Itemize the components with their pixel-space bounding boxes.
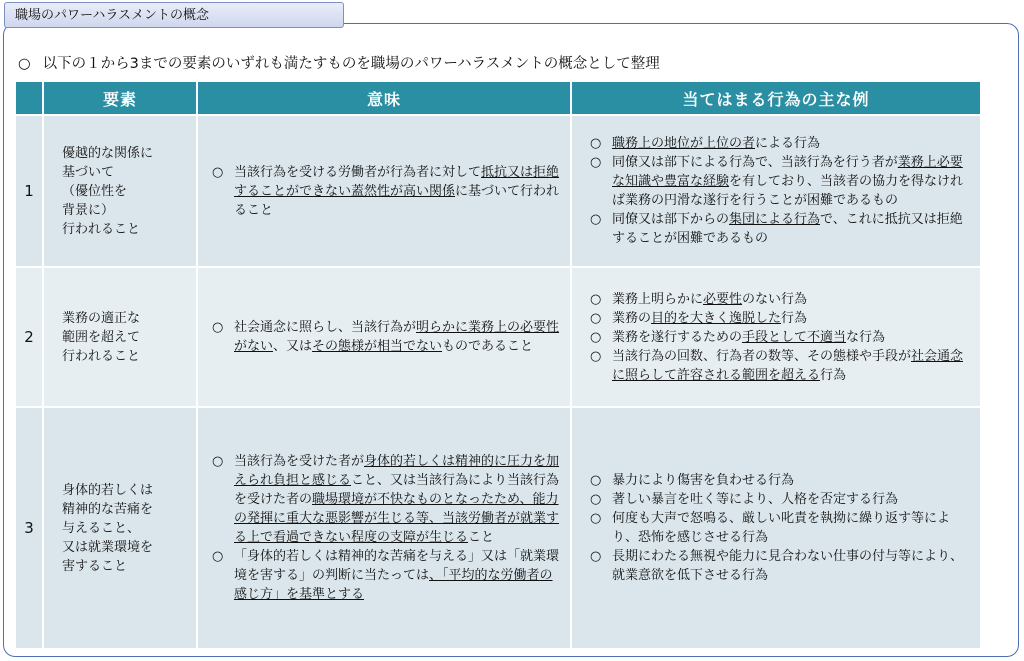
bullet-marker: ○: [590, 329, 602, 345]
examples-cell: [571, 115, 981, 267]
text-segment: 同僚又は部下による行為で、当該行為を行う者が: [612, 155, 898, 170]
text-segment: を有しており、当該者の協力を得なければ業務の円滑な遂行を行うことが困難であるもの: [612, 174, 964, 208]
bullet-marker: ○: [590, 492, 602, 507]
text-segment: 社会通念に照らし、当該行為が: [234, 320, 417, 335]
bullet-marker: ○: [590, 511, 602, 526]
element-line: 優越的な関係に: [62, 145, 154, 161]
underlined-phrase: 職務上の地位が上位の者: [612, 136, 756, 151]
page-title: 職場のパワーハラスメントの概念: [4, 2, 344, 28]
text-segment: 著しい暴言を吐く等により、人格を否定する行為: [612, 492, 899, 507]
header-element: 要素: [43, 81, 197, 115]
element-line: 範囲を超えて: [62, 329, 141, 345]
example-item-text: [612, 490, 972, 509]
example-item: [590, 309, 972, 328]
underlined-phrase: 手段として不適当: [742, 329, 847, 345]
header-examples: 当てはまる行為の主な例: [571, 81, 981, 115]
underlined-phrase: 職場環境が不快なものとなったため、能力の発揮に重大な悪影響が生じる等、当該労働者が就業する上で看過できない程度の支障が生じる: [234, 492, 560, 545]
table-header-row: [15, 81, 981, 115]
element-line: 業務の適正な: [62, 310, 141, 326]
text-segment: のない行為: [742, 291, 808, 307]
row-number: 3: [15, 407, 43, 649]
text-segment: 長期にわたる無視や能力に見合わない仕事の付与等により、就業意欲を低下させる行為: [612, 549, 964, 583]
element-line: 行われること: [62, 221, 141, 237]
bullet-marker: ○: [590, 212, 602, 227]
table-row: [15, 267, 981, 407]
text-segment: 、又は: [273, 339, 313, 354]
example-item-text: [612, 134, 972, 153]
element-line: （優位性を: [62, 183, 128, 199]
text-segment: による行為: [755, 136, 821, 151]
meaning-item: [212, 163, 560, 220]
underlined-phrase: 抵抗又は拒絶することができない蓋然性が高い関係: [234, 164, 560, 199]
element-line: 害すること: [62, 558, 128, 574]
table-row: [15, 115, 981, 267]
text-segment: 同僚又は部下からの: [612, 212, 730, 227]
bullet-marker: ○: [212, 164, 224, 180]
bullet-marker: ○: [212, 549, 224, 564]
lead-sentence: 以下の１から3までの要素のいずれも満たすものを職場のパワーハラスメントの概念として整理: [42, 56, 660, 72]
example-item: [590, 509, 972, 547]
meaning-cell: [197, 115, 571, 267]
element-line: 又は就業環境を: [62, 539, 154, 555]
example-item: [590, 490, 972, 509]
lead-text: [18, 52, 660, 73]
bullet-marker: ○: [590, 348, 602, 364]
bullet-marker: ○: [590, 549, 602, 564]
example-item-text: [612, 309, 972, 328]
meaning-item-text: [234, 547, 560, 604]
bullet-marker: ○: [590, 155, 602, 170]
element-cell: [43, 407, 197, 649]
element-line: 行われること: [62, 348, 141, 364]
text-segment: 当該行為の回数、行為者の数等、その態様や手段が: [612, 348, 912, 364]
meaning-item-text: [234, 163, 560, 220]
example-item: [590, 153, 972, 210]
element-line: 精神的な苦痛を: [62, 501, 154, 517]
example-item: [590, 547, 972, 585]
example-item-text: [612, 210, 972, 248]
element-line: 与えること、: [62, 520, 141, 536]
meaning-item: [212, 318, 560, 356]
text-segment: こと: [468, 530, 495, 545]
underlined-phrase: 業務上必要な知識や豊富な経験: [612, 155, 963, 189]
meaning-item: [212, 452, 560, 547]
meaning-cell: [197, 407, 571, 649]
example-item-text: [612, 290, 972, 309]
underlined-phrase: その態様が相当でない: [312, 339, 443, 354]
underlined-phrase: 集団による行為: [729, 212, 821, 227]
example-item-text: [612, 471, 972, 490]
meaning-cell: [197, 267, 571, 407]
header-number: [15, 81, 43, 115]
table-row: [15, 407, 981, 649]
element-cell: [43, 115, 197, 267]
example-item: [590, 210, 972, 248]
text-segment: こと、又は当該行為により当該行為を受けた者の: [234, 473, 560, 507]
text-segment: な行為: [846, 329, 886, 345]
bullet-marker: ○: [212, 320, 224, 335]
bullet-marker: ○: [590, 310, 602, 326]
bullet-marker: ○: [590, 473, 602, 488]
underlined-phrase: 必要性: [703, 291, 743, 307]
example-item: [590, 471, 972, 490]
text-segment: 業務上明らかに: [612, 291, 704, 307]
text-segment: に基づいて行われること: [234, 183, 560, 218]
text-segment: 「身体的若しくは精神的な苦痛を与える」又は「就業環境を害する」の判断に当たっては: [234, 549, 560, 583]
text-segment: 何度も大声で怒鳴る、厳しい叱責を執拗に繰り返す等により、恐怖を感じさせる行為: [612, 511, 951, 545]
text-segment: 暴力により傷害を負わせる行為: [612, 473, 795, 488]
example-item: [590, 347, 972, 385]
underlined-phrase: 身体的若しくは精神的に圧力を加えられ負担と感じる: [234, 454, 560, 488]
header-meaning: 意味: [197, 81, 571, 115]
element-cell: [43, 267, 197, 407]
text-segment: 業務を遂行するための: [612, 329, 743, 345]
meaning-item-text: [234, 318, 560, 356]
example-item-text: [612, 328, 972, 347]
example-item: [590, 290, 972, 309]
text-segment: 当該行為を受ける労働者が行為者に対して: [234, 164, 482, 180]
bullet-marker: ○: [590, 136, 602, 151]
underlined-phrase: 、「平均的な労働者の感じ方」を基準とする: [234, 568, 553, 602]
examples-cell: [571, 267, 981, 407]
text-segment: 行為: [781, 310, 808, 326]
bullet-marker: ○: [590, 291, 602, 307]
example-item-text: [612, 153, 972, 210]
row-number: 2: [15, 267, 43, 407]
text-segment: 当該行為を受けた者が: [234, 454, 365, 469]
harassment-concept-table: [14, 80, 982, 650]
example-item: [590, 328, 972, 347]
bullet-marker: ○: [212, 454, 224, 469]
underlined-phrase: 明らかに業務上の必要性がない: [234, 320, 560, 354]
meaning-item: [212, 547, 560, 604]
element-line: 背景に）: [62, 202, 115, 218]
example-item: [590, 134, 972, 153]
example-item-text: [612, 347, 972, 385]
bullet-marker: ○: [18, 56, 31, 72]
examples-cell: [571, 407, 981, 649]
example-item-text: [612, 547, 972, 585]
text-segment: 行為: [820, 367, 847, 383]
underlined-phrase: 社会通念に照らして許容される範囲を超える: [612, 348, 964, 383]
text-segment: で、これに抵抗又は拒絶することが困難であるもの: [612, 212, 963, 246]
element-line: 身体的若しくは: [62, 482, 154, 498]
meaning-item-text: [234, 452, 560, 547]
underlined-phrase: 目的を大きく逸脱した: [651, 310, 782, 326]
text-segment: 業務の: [612, 310, 652, 326]
example-item-text: [612, 509, 972, 547]
element-line: 基づいて: [62, 164, 115, 180]
row-number: 1: [15, 115, 43, 267]
text-segment: ものであること: [442, 339, 534, 354]
